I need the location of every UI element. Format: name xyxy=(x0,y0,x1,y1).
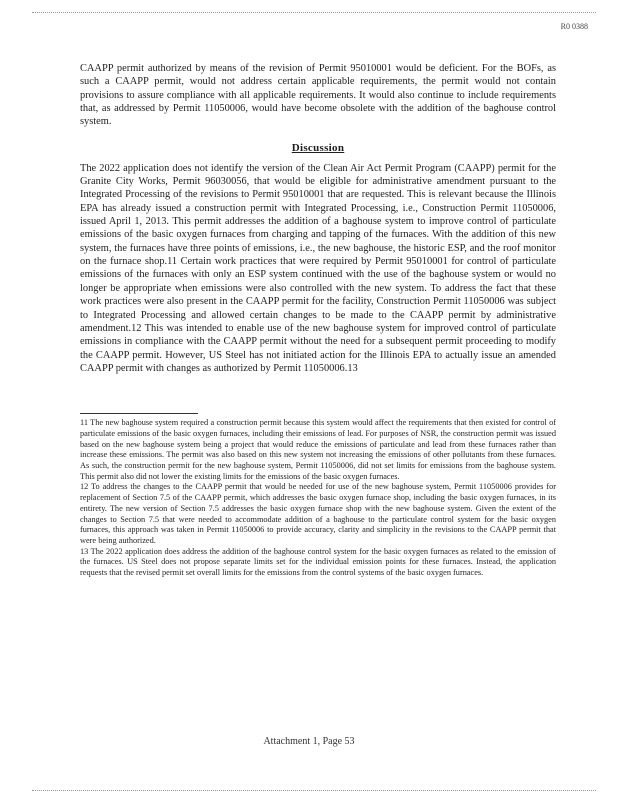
intro-paragraph: CAAPP permit authorized by means of the revision of Permit 95010001 would be deficient. For the BOFs, as such a CAAPP permit, would not address certain applicable requirements, the permit would not contain provisions to assure compliance with all applicable requirements. It would also continue to include requirements that, as addressed by Permit 11050006, would have become obsolete with the addition of the baghouse control system. xyxy=(80,63,556,128)
top-scan-border xyxy=(32,12,596,13)
footnote-11: 11 The new baghouse system required a construction permit because this system would affect the requirements that then existed for control of particulate emissions of the basic oxygen furnaces, including their emissions of lead. For purposes of NSR, the construction permit was issued based on the new baghouse system being a project that would reduce the emissions of particulate and lead from these furnaces rather than increase these emissions. The permit was also based on this new system not increasing the emissions of other pollutants from these furnaces. As such, the construction permit for the new baghouse system, Permit 11050006, did not set limits for emissions from the baghouse system. This permit also did not lower the existing limits for the emissions of the basic oxygen furnaces. xyxy=(80,418,556,481)
page-identifier: R0 0388 xyxy=(560,22,588,31)
footnote-13: 13 The 2022 application does address the addition of the baghouse control system for the basic oxygen furnaces as related to the emission of the furnaces. US Steel does not propose separate limits set for the individual emission points for these furnaces. Instead, the application requests that the revised permit set overall limits for the emissions from the control systems of the basic oxygen furnaces. xyxy=(80,546,556,578)
document-body xyxy=(80,62,556,579)
footnotes xyxy=(80,418,556,579)
section-heading xyxy=(80,138,556,156)
page-footer: Attachment 1, Page 53 xyxy=(263,736,355,747)
bottom-scan-border xyxy=(32,790,596,791)
section-heading-text: Discussion xyxy=(291,141,345,154)
footnote-separator xyxy=(80,413,198,414)
footnote-12: 12 To address the changes to the CAAPP permit that would be needed for use of the new baghouse system, Permit 11050006 provides for replacement of Section 7.5 of the CAAPP permit, which addresses the basic oxygen furnace shop, including the basic oxygen furnaces, in its entirety. The new version of Section 7.5 addresses the basic oxygen furnace shop with the new baghouse system. Given the extent of the changes to Section 7.5 that were needed to accommodate addition of a baghouse to the particulate control system for the basic oxygen furnaces, this approach was taken in Permit 11050006 to provide accuracy, clarity and simplicity in the revisions to the CAAPP permit that were being authorized. xyxy=(80,482,556,545)
discussion-paragraph: The 2022 application does not identify the version of the Clean Air Act Permit Program (CAAPP) permit for the Granite City Works, Permit 96030056, that would be eligible for administrative amendment pursuant to the Integrated Processing of the revisions to Permit 95010001 that are requested. This is relevant because the Illinois EPA has already issued a construction permit with Integrated Processing, i.e., Construction Permit 11050006, issued April 1, 2013. This permit addresses the addition of a baghouse system to improve control of particulate emissions of the basic oxygen furnaces from charging and tapping of the furnaces. With the addition of this new system, the furnaces have three points of emissions, i.e., the new baghouse, the historic ESP, and the roof monitor on the furnace shop.11 Certain work practices that were required by Permit 95010001 for control of particulate emissions of the furnaces with only an ESP system continued with the use of the baghouse system or would no longer be appropriate when emissions were also controlled with the new system. To address the fact that these work practices were also present in the CAAPP permit for the facility, Construction Permit 11050006 was subject to Integrated Processing and allowed certain changes to be made to the CAAPP permit by administrative amendment.12 This was intended to enable use of the new baghouse system for improved control of particulate emissions in compliance with the CAAPP permit without the need for a subsequent permit proceeding to modify the CAAPP permit. However, US Steel has not initiated action for the Illinois EPA to actually issue an amended CAAPP permit with changes as authorized by Permit 11050006.13 xyxy=(80,162,556,374)
